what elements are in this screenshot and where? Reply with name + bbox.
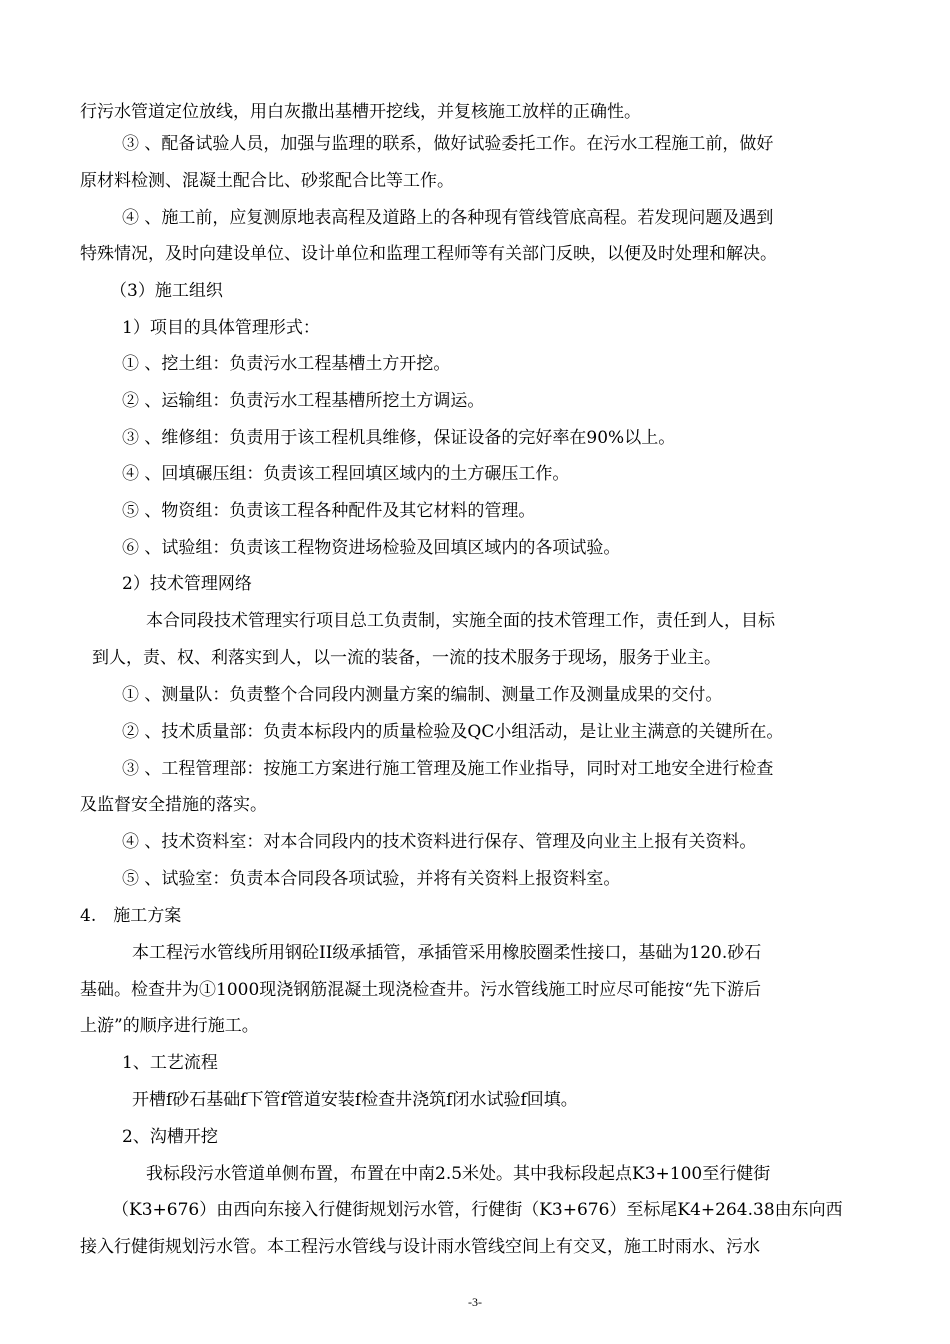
list-item: ④ 、技术资料室：对本合同段内的技术资料进行保存、管理及向业主上报有关资料。 bbox=[122, 832, 757, 852]
list-item: ⑥ 、试验组：负责该工程物资进场检验及回填区域内的各项试验。 bbox=[122, 538, 621, 558]
subsection-heading: 1、工艺流程 bbox=[122, 1053, 218, 1073]
subsection-heading: 2）技术管理网络 bbox=[122, 574, 252, 594]
page-number: -3- bbox=[468, 1295, 482, 1309]
text-line: 接入行健街规划污水管。本工程污水管线与设计雨水管线空间上有交叉，施工时雨水、污水 bbox=[80, 1237, 760, 1257]
list-item: ③ 、维修组：负责用于该工程机具维修，保证设备的完好率在90%以上。 bbox=[122, 428, 676, 448]
text-line: 开槽f砂石基础f下管f管道安装f检查井浇筑f闭水试验f回填。 bbox=[132, 1090, 578, 1110]
text-line: 行污水管道定位放线，用白灰撒出基槽开挖线，并复核施工放样的正确性。 bbox=[80, 102, 641, 122]
text-line: 到人，责、权、利落实到人，以一流的装备，一流的技术服务于现场，服务于业主。 bbox=[92, 648, 721, 668]
list-item: ① 、挖土组：负责污水工程基槽土方开挖。 bbox=[122, 354, 451, 374]
list-item: ② 、运输组：负责污水工程基槽所挖土方调运。 bbox=[122, 391, 485, 411]
text-line: 本工程污水管线所用钢砼II级承插管，承插管采用橡胶圈柔性接口，基础为120.砂石 bbox=[132, 943, 762, 963]
subsection-heading: 2、沟槽开挖 bbox=[122, 1127, 218, 1147]
text-line: 上游”的顺序进行施工。 bbox=[80, 1016, 259, 1036]
list-item: ③ 、工程管理部：按施工方案进行施工管理及施工作业指导，同时对工地安全进行检查 bbox=[122, 759, 774, 779]
subsection-heading: 1）项目的具体管理形式： bbox=[122, 318, 320, 338]
list-item: ① 、测量队：负责整个合同段内测量方案的编制、测量工作及测量成果的交付。 bbox=[122, 685, 723, 705]
text-line: （K3+676）由西向东接入行健街规划污水管，行健街（K3+676）至标尾K4+264.38由东向西 bbox=[112, 1200, 843, 1220]
list-item: ④ 、回填碾压组：负责该工程回填区域内的土方碾压工作。 bbox=[122, 464, 570, 484]
text-line: ③ 、配备试验人员，加强与监理的联系，做好试验委托工作。在污水工程施工前，做好 bbox=[122, 134, 774, 154]
list-item: ⑤ 、试验室：负责本合同段各项试验，并将有关资料上报资料室。 bbox=[122, 869, 621, 889]
text-line: 基础。检查井为①1000现浇钢筋混凝土现浇检查井。污水管线施工时应尽可能按“先下游后 bbox=[80, 980, 761, 1000]
text-line: 特殊情况，及时向建设单位、设计单位和监理工程师等有关部门反映，以便及时处理和解决。 bbox=[80, 244, 777, 264]
text-line: ④ 、施工前，应复测原地表高程及道路上的各种现有管线管底高程。若发现问题及遇到 bbox=[122, 208, 774, 228]
section-heading: 4. 施工方案 bbox=[80, 906, 182, 926]
text-line: 本合同段技术管理实行项目总工负责制，实施全面的技术管理工作，责任到人，目标 bbox=[146, 611, 775, 631]
text-line: 原材料检测、混凝土配合比、砂浆配合比等工作。 bbox=[80, 171, 454, 191]
section-heading: （3）施工组织 bbox=[110, 281, 223, 301]
list-item: ⑤ 、物资组：负责该工程各种配件及其它材料的管理。 bbox=[122, 501, 536, 521]
list-item: ② 、技术质量部：负责本标段内的质量检验及QC小组活动，是让业主满意的关键所在。 bbox=[122, 722, 784, 742]
text-line: 及监督安全措施的落实。 bbox=[80, 795, 267, 815]
text-line: 我标段污水管道单侧布置，布置在中南2.5米处。其中我标段起点K3+100至行健街 bbox=[146, 1164, 771, 1184]
